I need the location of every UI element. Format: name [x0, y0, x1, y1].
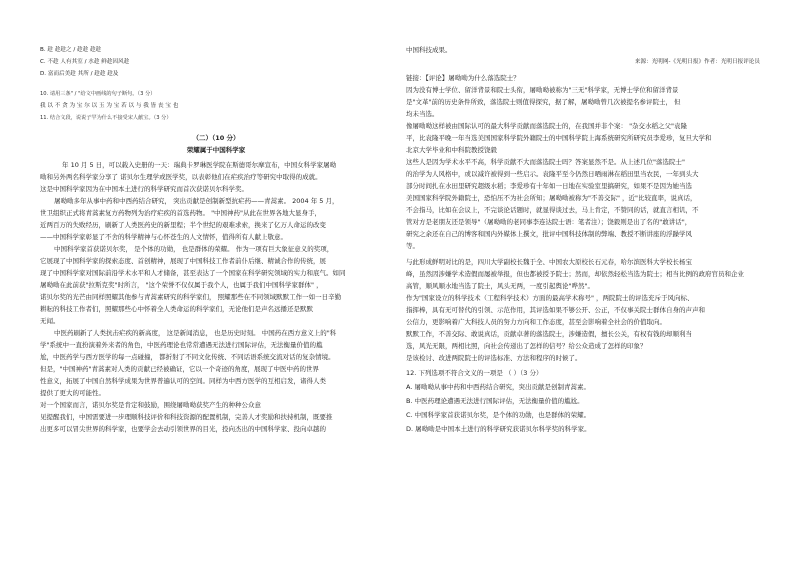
right-text-line: 中国科技成果。 — [406, 46, 452, 54]
right-text-line: 平，比袁隆平晚一年当选美国国家科学院外籍院士的中国科学院上海系统研究所研究员李爱珍，复旦大学和 — [406, 134, 712, 142]
left-text-line: 但是，"中国神药"青蒿素对人类的贡献已经被确证，它以一个奇迹的角度，展现了中医中药的世界 — [40, 365, 319, 373]
right-text-line: 美国国家科学院外籍院士，恐怕压不为社会所知；屠呦呦被称为"不善交际" ，近"比较直率，说真话， — [406, 194, 697, 202]
left-text-line: ——中国科学家彰显了不舍的科学精神与心怀苍生的人文情怀，值得所有人献上敬意。 — [40, 233, 287, 241]
right-text-line: 公信力，更影响着广大科技人员的努力方向和工作态度，甚至会影响着全社会的价值取向。 — [406, 318, 666, 326]
left-text-line: 尬，中医药学与西方医学的每一点碰撞， 都折射了不同文化传统、不同话语系统交流对话的复杂情境。 — [40, 353, 335, 361]
left-text-line: 耕耘的科技工作者们，照耀那些心中怀着全人类命运的科学家们，无论他们是声名远播还是默默 — [40, 305, 313, 313]
left-text-line: 中医药刷新了人类抗击疟疾的新高度， 这是新闻消息， 也是历史时刻。 中国药在西方意义上的"科 — [54, 329, 337, 337]
right-text-line: 北京大学毕业和中科院教授饶毅 — [406, 146, 497, 154]
left-text-line: 见提醒我们，中国需要进一步理顺科技评价和科技资源的配置机制，完善人才奖励和扶持机制，既要推 — [40, 413, 333, 421]
right-text-line: B. 中医药理论遭遇无法进行国际评估，无法衡量价值的尴尬。 — [406, 397, 584, 405]
right-text-line: 选，风光无限，两相比照，向社会传递出了怎样的信号？给公众造成了怎样的印象？ — [406, 342, 647, 350]
right-text-line: 链接：【评论】屠呦呦为什么落选院士？ — [406, 74, 520, 82]
left-text-line: 屠呦呦多年从事中药和中西药结合研究， 突出贡献是创制新型抗疟药——青蒿素。 2004 年 5 月， — [54, 197, 339, 205]
left-text-line: 屠呦呦在此前获"拉斯克奖"时所言， "这个荣誉不仅仅属于我个人，也属于我们中国科学家群体" ， — [40, 281, 323, 289]
left-text-line: 11. 结合文段，说说子罕为什么不接受宋人献宝。（3 分） — [40, 115, 172, 121]
right-text-line: 这些人是因为学术水平不高，科学贡献不大而落选院士吗？答案显然不是。从上述几位"落选院士" — [406, 158, 685, 166]
left-text-line: （二）（10 分） — [192, 134, 240, 142]
left-text-line: 世卫组织正式将青蒿素复方药物列为治疗疟疾的首选药物。 "中国神药"从此在世界各地大显身手， — [40, 209, 322, 217]
right-text-line: A. 屠呦呦从事中药和中西药结合研究，突出贡献是创制青蒿素。 — [406, 383, 590, 391]
right-text-line: 12. 下列选项不符合文义的一项是 （ ）（3 分） — [406, 369, 543, 377]
right-text-line: 指挥棒，具有无可替代的引领、示范作用，其评选如果不够公开、公正，不仅事关院士群体自身的声声和 — [406, 306, 705, 314]
right-text-line: 的治学为人风格中，或以减许被得到一些启示。袁隆平至今仍然日晒雨淋在稻田里当农民，一年到头大 — [406, 170, 699, 178]
right-text-line: 是该检讨、改进两院院士的评选标准、方法和程序的时候了。 — [406, 354, 582, 362]
right-text-line: 不会指马，比如在会议上，不完谈论话题时，就显得谈过去，马上肯定，不赞同的话，就直言相讥，不 — [406, 206, 699, 214]
left-column — [38, 0, 394, 561]
left-text-line: 我 以 不 贪 为 宝 尔 以 玉 为 宝 若 以 与 我 皆 丧 宝 也 — [40, 103, 179, 109]
right-text-line: 研究之余还在自己的博客和国内外媒体上撰文，批评中国科技体制的弊端、教授不断讲座的浮躁学风 — [406, 230, 692, 238]
left-text-line: 中国科学家首获诺贝尔奖， 是个体的功勋， 也是群体的荣耀。 作为一项有巨大象征意义的奖项， — [54, 245, 334, 253]
right-text-line: 像屠呦呦这样被由国际认可的最大科学贡献而落选院士的，在我国并非个案： "杂交水稻之父"袁隆 — [406, 122, 688, 130]
right-text-line: 峰，虽然因涉嫌学术造假而屡被举报，但也都被授予院士；然而，却依然轻松当选为院士；相当比例的政府官员和企业 — [406, 270, 744, 278]
right-text-line: 管对方是老朋友还是领导"（屠呦呦的老同事李连达院士语：笔者注）；饶毅则是出了名的"敢讲话"， — [406, 218, 692, 226]
right-text-line: 因为没有博士学位、留洋背景和院士头衔，屠呦呦被称为"三无"科学家，无博士学位和留洋背景 — [406, 86, 679, 94]
right-text-line: 来源：光明网-《光明日报》作者：光明日报评论员 — [634, 59, 760, 65]
left-text-line: C. 不趁 人有其室 / 水趁 鲜趁因风趁 — [40, 59, 130, 65]
left-text-line: 它展现了中国科学家的探索态度、首创精神，展现了中国科技工作者前仆后继、精诚合作的传统，展 — [40, 257, 326, 265]
right-text-line: D. 屠呦呦是中国本土进行的科学研究获诺贝尔科学奖的科学家。 — [406, 425, 591, 433]
left-text-line: 对一个国家而言，诺贝尔奖是肯定和鼓励，围绕屠呦呦获奖产生的种种公众意 — [40, 401, 261, 409]
right-text-line: 等。 — [406, 242, 419, 250]
left-text-line: D. 富而后美趁 其所 / 趁趁 趁及 — [40, 71, 119, 77]
left-text-line: 无闻。 — [40, 317, 60, 325]
left-text-line: B. 趁 趁趁之 / 趁趁 趁趁 — [40, 47, 102, 53]
left-text-line: 荣耀属于中国科学家 — [186, 146, 246, 154]
left-text-line: 出更多可以冒尖世界的科学家，也要学会去动引领世界的目光，投向杰出的中国科学家、投向卓越的 — [40, 425, 326, 433]
left-text-line: 诺贝尔奖的光芒由同样照耀其他参与青蒿素研究的科学家们， 照耀那些在不同领域默默工作一如一日辛勤 — [40, 293, 342, 301]
right-text-line: 高管，顺风顺水地当选了院士，风头无两，一度引起舆论"哗然"。 — [406, 282, 594, 290]
right-text-line: 作为"国家设立的科学技术（工程科学技术）方面的最高学术称号" ，两院院士的评选充斥于风向标、 — [406, 294, 694, 302]
left-text-line: 学"系统中一直扮演着外来者的角色，中医药理论也常常遭遇无法进行国际评估，无法衡量价值的尴 — [40, 341, 323, 349]
left-text-line: 提供了更大的可能性。 — [40, 389, 105, 397]
left-text-line: 这是中国科学家因为在中国本土进行的科学研究而首次获诺贝尔科学奖。 — [40, 185, 248, 193]
left-text-line: 10. 请用三条" / "给文中画线的句子断句。（3 分） — [40, 91, 156, 97]
right-text-line: 均未当选。 — [406, 110, 439, 118]
right-text-line: 部分时间扎在水田里研究超级水稻；李爱珍有十年如一日地在实验室里搞研究，如果不是因为她当选 — [406, 182, 692, 190]
left-text-line: 年 10 月 5 日，可以载入史册的一天：瑞典卡罗琳医学院在斯德哥尔摩宣布，中国女科学家屠呦 — [62, 161, 337, 169]
right-column — [404, 0, 760, 561]
left-text-line: 现了中国科学家对国际前沿学术水平和人才储备，甚至表达了一个国家在科学研究领域的实力和底气。如同 — [40, 269, 346, 277]
left-text-line: 呦和另外两名科学家分享了 诺贝尔生理学或医学奖，以表彰他们在疟疾治疗等研究中取得的成就。 — [40, 173, 322, 181]
right-text-line: 与此形成鲜明对比的是，四川大学副校长魏于全、中国农大原校长石元春，哈尔滨医科大学校长杨宝 — [406, 258, 692, 266]
right-text-line: 默默工作，不善交际、敢说真话，贡献卓著的落选院士，涉嫌造假，擅长公关，有权有钱的却顺利当 — [406, 330, 692, 338]
right-text-line: C. 中国科学家首获诺贝尔奖，是个体的功勋，也是群体的荣耀。 — [406, 411, 591, 419]
left-text-line: 近两百万的失败经历，刷新了人类医药史的新里程；半个世纪的艰难求索，换来了亿万人命运的改变 — [40, 221, 326, 229]
left-text-line: 性意义，拓展了中国自然科学成果为世界普遍认可的空间。同样为中西方医学的互相启发，诸得人类 — [40, 377, 326, 385]
right-text-line: 是"文革"前的历史条件所致，落选院士则值得探究，据了解，屠呦呦曾几次被提名参评院士， 但 — [406, 98, 681, 106]
